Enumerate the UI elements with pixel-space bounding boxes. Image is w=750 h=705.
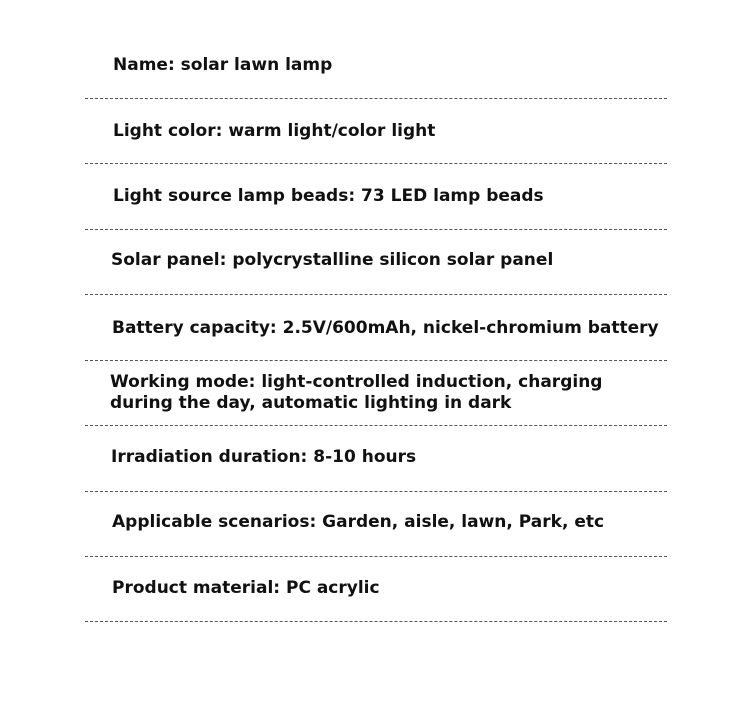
- divider: [85, 294, 667, 295]
- divider: [85, 556, 667, 557]
- spec-solar-panel: Solar panel: polycrystalline silicon solar panel: [111, 250, 554, 270]
- divider: [85, 163, 667, 164]
- spec-battery-capacity: Battery capacity: 2.5V/600mAh, nickel-chromium battery: [112, 318, 659, 338]
- spec-name: Name: solar lawn lamp: [113, 55, 333, 75]
- spec-working-mode: Working mode: light-controlled induction, charging during the day, automatic lighting in dark: [110, 372, 603, 413]
- divider: [85, 98, 667, 99]
- divider: [85, 425, 667, 426]
- divider: [85, 360, 667, 361]
- divider: [85, 491, 667, 492]
- spec-light-color: Light color: warm light/color light: [113, 121, 436, 141]
- spec-light-source: Light source lamp beads: 73 LED lamp beads: [113, 186, 544, 206]
- spec-irradiation-duration: Irradiation duration: 8-10 hours: [111, 447, 417, 467]
- spec-applicable-scenarios: Applicable scenarios: Garden, aisle, lawn, Park, etc: [112, 512, 605, 532]
- divider: [85, 229, 667, 230]
- divider: [85, 621, 667, 622]
- spec-product-material: Product material: PC acrylic: [112, 578, 380, 598]
